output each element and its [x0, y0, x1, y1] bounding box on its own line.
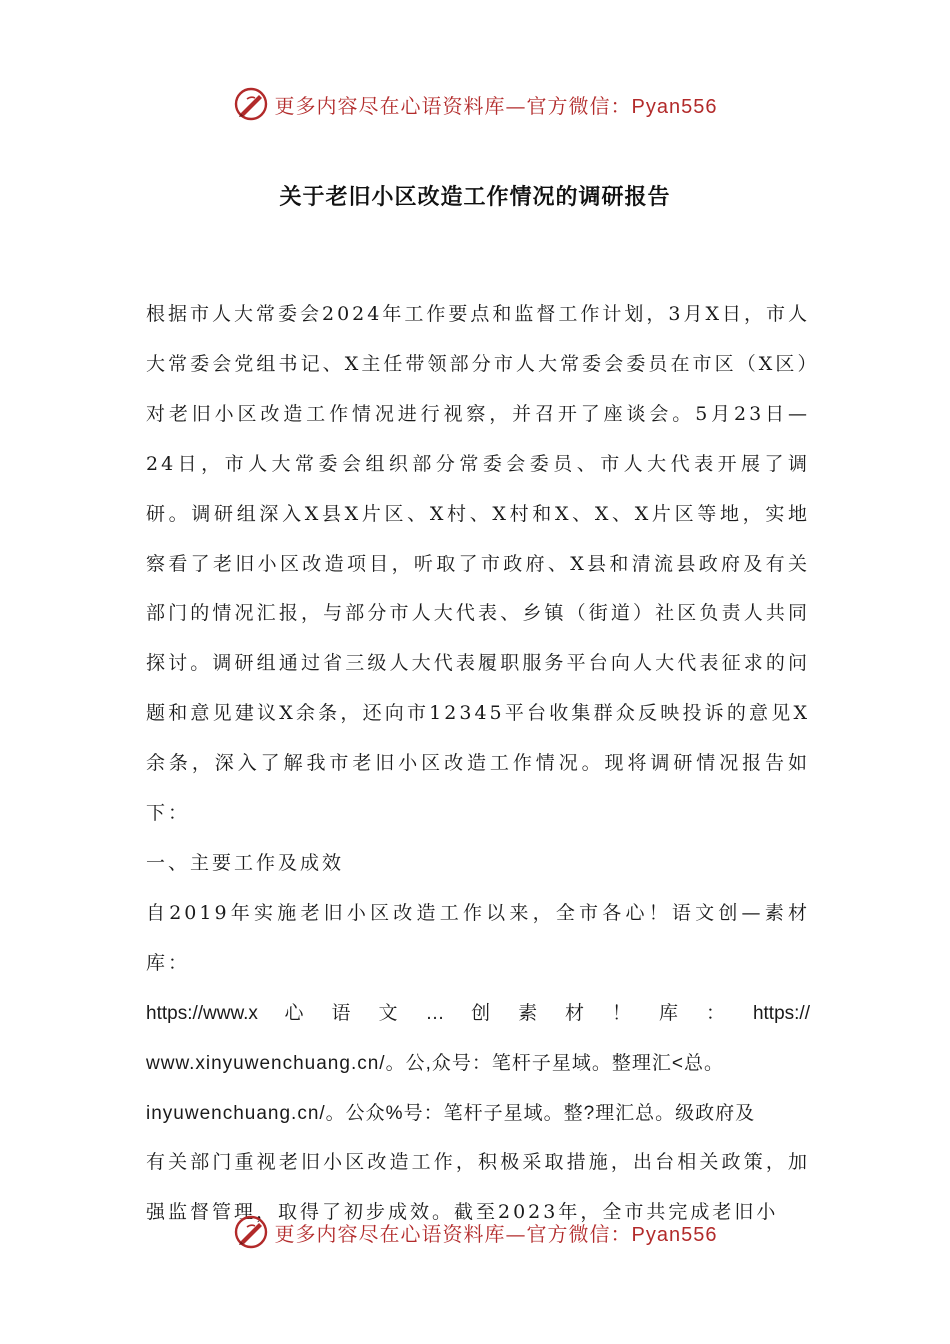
footer-banner	[0, 1212, 950, 1252]
paragraph-line: https://www.x 心 语 文 … 创 素 材 ！ 库 ： https://	[146, 1002, 810, 1024]
paragraph-continuation: 有关部门重视老旧小区改造工作，积极采取措施，出台相关政策，加强监督管理，取得了初步成效。截至2023年，全市共完成老旧小	[146, 1151, 810, 1224]
banner-wechat-id: Pyan556	[631, 95, 718, 118]
pen-logo-icon	[233, 86, 269, 122]
banner-wechat-id: Pyan556	[631, 1223, 718, 1246]
banner-text: 更多内容尽在心语资料库—官方微信：Pyan556	[274, 1221, 718, 1246]
paragraph-intro: 根据市人大常委会2024年工作要点和监督工作计划，3月X日，市人大常委会党组书记、X主任带领部分市人大常委会委员在市区（X区）对老旧小区改造工作情况进行视察，并召开了座谈会。5月23日—24日，市人大常委会组织部分常委会委员、市人大代表开展了调研。调研组深入X县X片区、X村、X村和X、X、X片区等地，实地察看了老旧小区改造项目，听取了市政府、X县和清流县政府及有关部门的情况汇报，与部分市人大代表、乡镇（街道）社区负责人共同探讨。调研组通过省三级人大代表履职服务平台向人大代表征求的问题和意见建议X余条，还向市12345平台收集群众反映投诉的意见X余条，深入了解我市老旧小区改造工作情况。现将调研情况报告如下：	[146, 303, 810, 825]
paragraph-line: www.xinyuwenchuang.cn/。公,众号：笔杆子星域。整理汇<总。	[146, 1052, 724, 1074]
paragraph-line: 自2019年实施老旧小区改造工作以来，全市各心！语文创—素材库：	[146, 901, 810, 974]
header-banner	[0, 84, 950, 124]
paragraph-line: inyuwenchuang.cn/。公众%号：笔杆子星域。整?理汇总。级政府及	[146, 1102, 756, 1124]
document-body	[146, 290, 810, 1238]
section-heading: 一、主要工作及成效	[146, 851, 345, 874]
page-title: 关于老旧小区改造工作情况的调研报告	[279, 185, 671, 210]
pen-logo-icon	[233, 1214, 269, 1250]
banner-text: 更多内容尽在心语资料库—官方微信：Pyan556	[274, 93, 718, 118]
